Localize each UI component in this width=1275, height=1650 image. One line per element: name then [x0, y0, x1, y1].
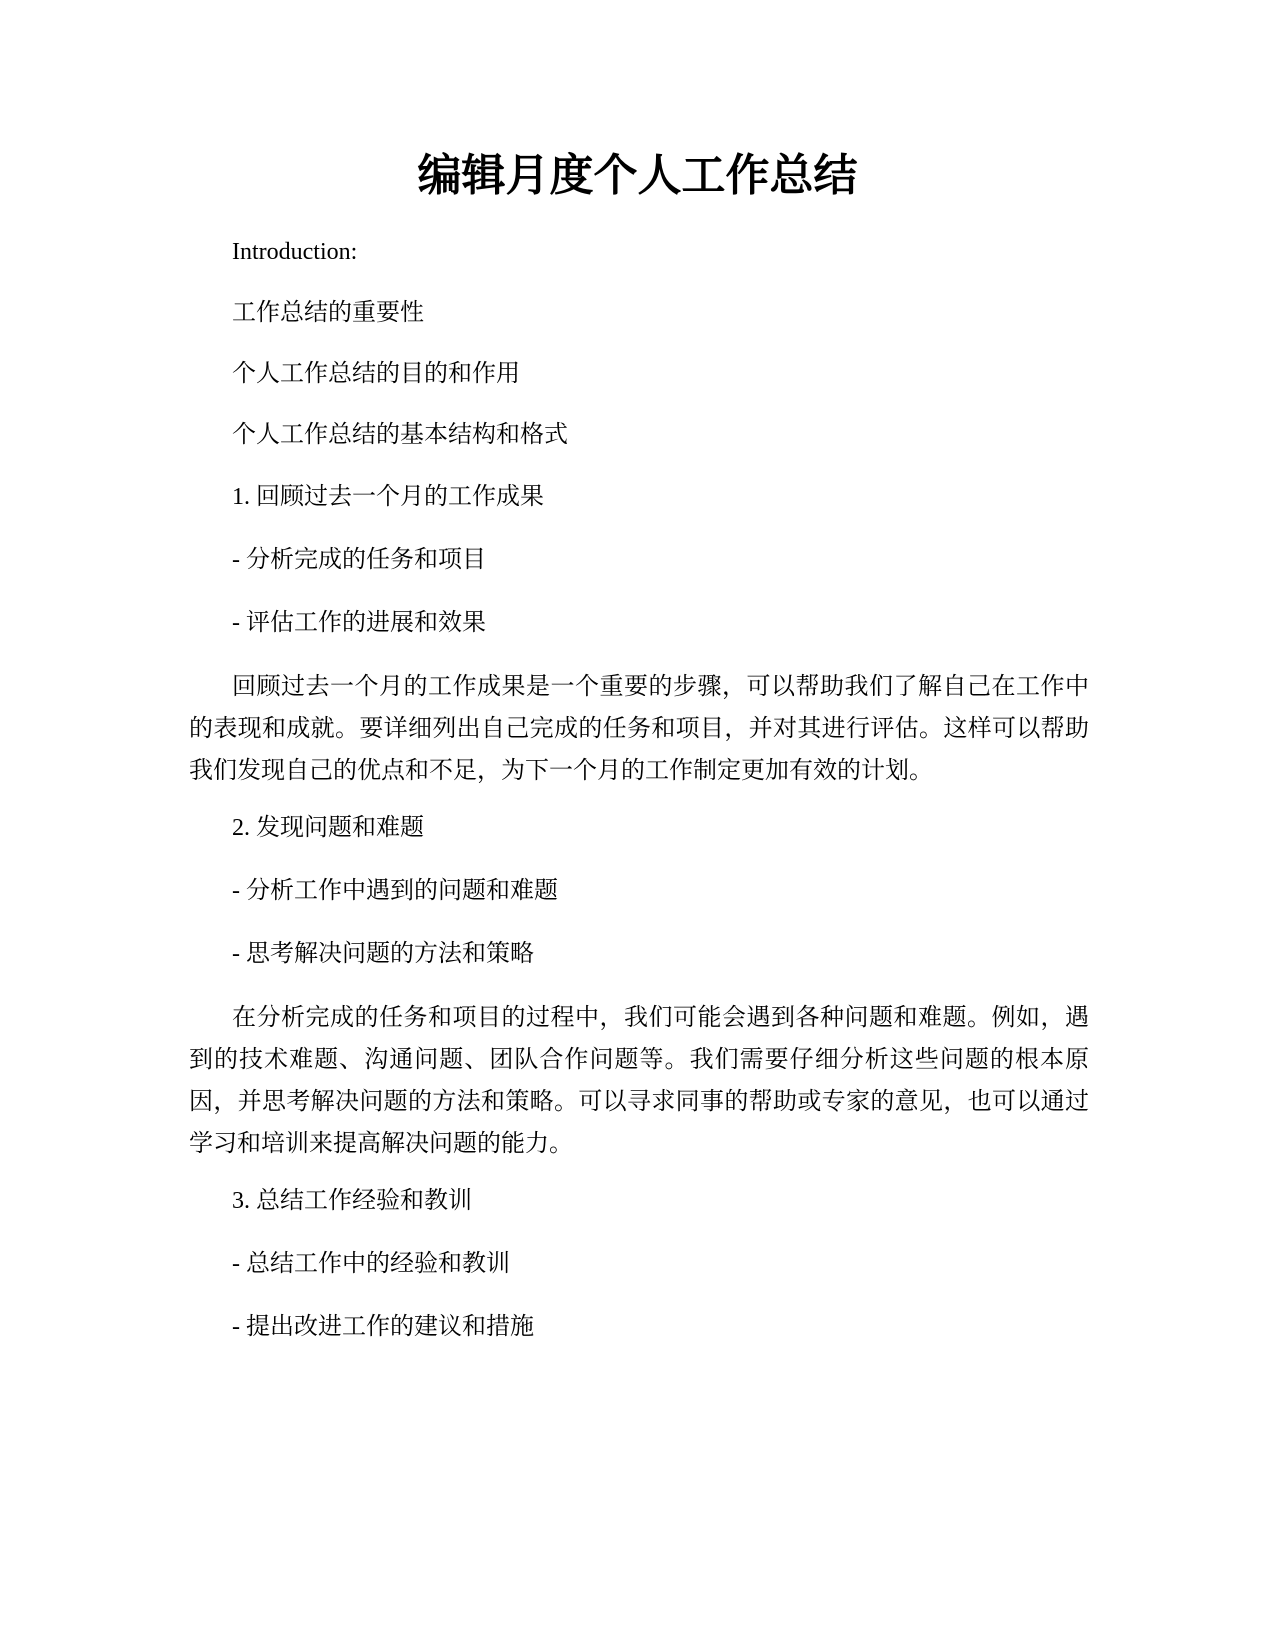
section-bullet: - 分析工作中遇到的问题和难题 [232, 878, 558, 904]
document-title: 编辑月度个人工作总结 [417, 150, 858, 201]
section-bullet: - 总结工作中的经验和教训 [232, 1251, 510, 1277]
section-heading: 1. 回顾过去一个月的工作成果 [232, 484, 544, 510]
section-bullet: - 分析完成的任务和项目 [232, 547, 486, 573]
section-bullet: - 提出改进工作的建议和措施 [232, 1314, 534, 1340]
section-heading: 3. 总结工作经验和教训 [232, 1188, 472, 1214]
section-paragraph: 在分析完成的任务和项目的过程中，我们可能会遇到各种问题和难题。例如，遇到的技术难题、沟通问题、团队合作问题等。我们需要仔细分析这些问题的根本原因，并思考解决问题的方法和策略。可以寻求同事的帮助或专家的意见，也可以通过学习和培训来提高解决问题的能力。 [189, 1005, 1089, 1157]
section-paragraph: 回顾过去一个月的工作成果是一个重要的步骤，可以帮助我们了解自己在工作中的表现和成就。要详细列出自己完成的任务和项目，并对其进行评估。这样可以帮助我们发现自己的优点和不足，为下一个月的工作制定更加有效的计划。 [189, 674, 1089, 784]
intro-item: 工作总结的重要性 [232, 300, 424, 326]
section-bullet: - 评估工作的进展和效果 [232, 610, 486, 636]
section-heading: 2. 发现问题和难题 [232, 815, 424, 841]
intro-item: 个人工作总结的目的和作用 [232, 361, 520, 387]
intro-item: 个人工作总结的基本结构和格式 [232, 422, 568, 448]
section-bullet: - 思考解决问题的方法和策略 [232, 941, 534, 967]
intro-label: Introduction: [232, 239, 358, 265]
